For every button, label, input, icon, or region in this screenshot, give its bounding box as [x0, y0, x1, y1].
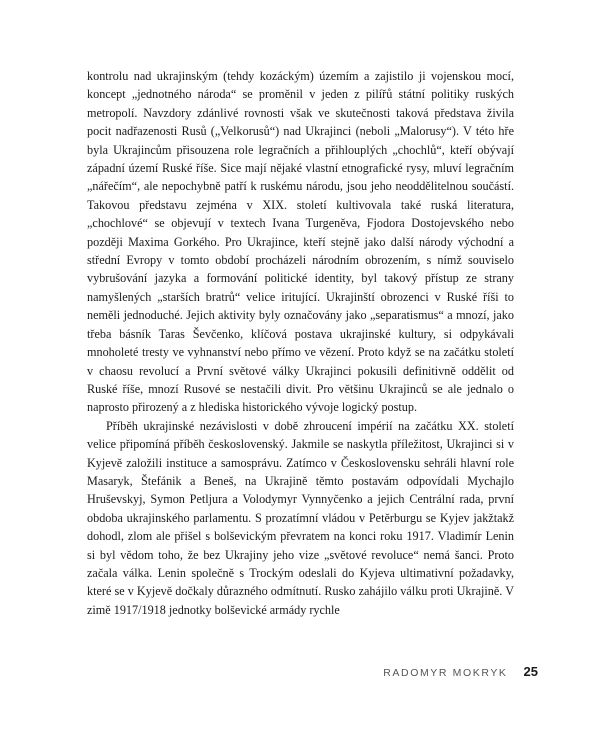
running-footer-author: RADOMYR MOKRYK — [383, 667, 508, 679]
page-footer — [383, 664, 538, 679]
paragraph-continued: kontrolu nad ukrajinským (tehdy kozáckým) územím a zajistilo ji vojenskou mocí, koncept „jednotného národa“ se proměnil v jeden z pilířů státní politiky ruských metropolí. Navzdory zdánlivé rovnosti však ve skutečnosti taková představa živila pocit nadřazenosti Rusů („Velkorusů“) nad Ukrajinci (neboli „Malorusy“). V této hře byla Ukrajincům přisouzena role legračních a přihlouplých „chochlů“, kteří obývají západní území Ruské říše. Sice mají nějaké vlastní etnografické rysy, mluví legračním „nářečím“, ale nepochybně patří k ruskému národu, jsou jeho neoddělitelnou součástí. Takovou představu zejména v XIX. století kultivovala také ruská literatura, „chochlové“ se objevují v textech Ivana Turgeněva, Fjodora Dostojevského nebo později Maxima Gorkého. Pro Ukrajince, kteří stejně jako další národy východní a střední Evropy v tomto období procházeli národním obrozením, s nímž souviselo vybrušování jazyka a formování politické identity, byl takový přístup ze strany namyšlených „starších bratrů“ velice iritující. Ukrajinští obrozenci v Ruské říši to neměli jednoduché. Jejich aktivity byly označovány jako „separatismus“ a mnozí, jako třeba básník Taras Ševčenko, klíčová postava ukrajinské kultury, si odpykávali mnoholeté tresty ve vyhnanství nebo přímo ve vězení. Proto když se na začátku století v chaosu revolucí a První světové války Ukrajinci pokusili definitivně oddělit od Ruské říše, mnozí Rusové se nestačili divit. Pro většinu Ukrajinců se ale jednalo o naprosto přirozený a z hlediska historického vývoje logický postup. — [87, 69, 514, 415]
body-text — [87, 67, 514, 619]
paragraph: Příběh ukrajinské nezávislosti v době zhroucení impérií na začátku XX. století velice připomíná příběh československý. Jakmile se naskytla příležitost, Ukrajinci si v Kyjevě založili instituce a samosprávu. Zatímco v Československu sehráli hlavní role Masaryk, Štefánik a Beneš, na Ukrajině těmto postavám odpovídali Mychajlo Hruševskyj, Symon Petljura a Volodymyr Vynnyčenko a jejich Centrální rada, první obdoba ukrajinského parlamentu. S prozatímní vládou v Petěrburgu se Kyjev jakžtakž dohodl, zlom ale přišel s bolševickým převratem na konci roku 1917. Vladimír Lenin si byl vědom toho, že bez Ukrajiny jeho vize „světové revoluce“ nemá šanci. Proto začala válka. Lenin společně s Trockým odeslali do Kyjeva ultimativní požadavky, které se v Kyjevě dočkaly důrazného odmítnutí. Rusko zahájilo válku proti Ukrajině. V zimě 1917/1918 jednotky bolševické armády rychle — [87, 418, 514, 617]
page-number: 25 — [523, 664, 538, 679]
